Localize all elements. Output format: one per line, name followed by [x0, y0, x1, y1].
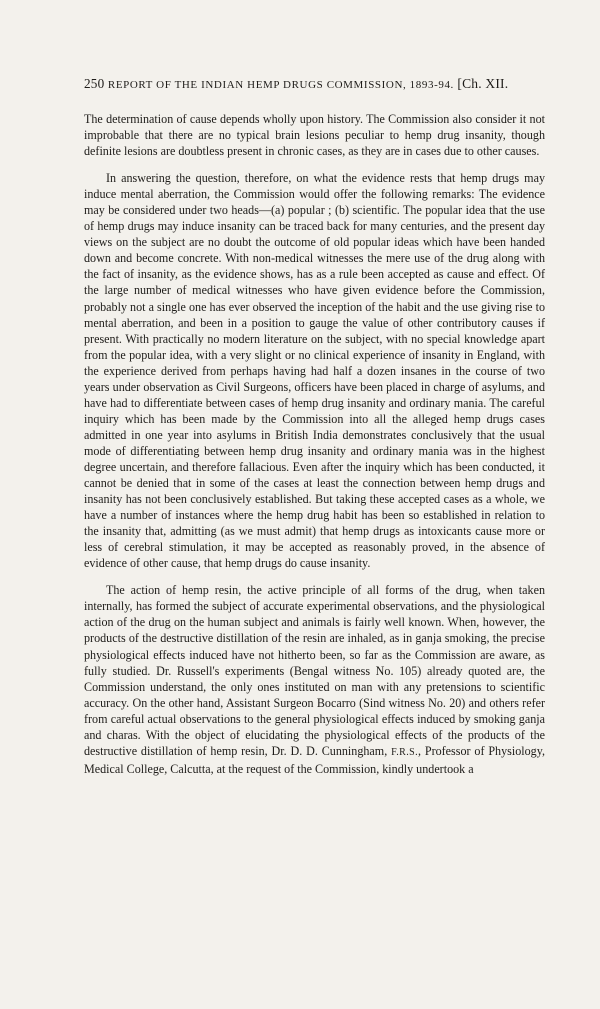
paragraph-3-text-a: The action of hemp resin, the active principle of all forms of the drug, when taken internally, has formed the subject of accurate experimental observations, and the physiological action of the drug on the human subject and animals is fairly well known. When, however, the products of the destructive distillation of the resin are inhaled, as in ganja smoking, the precise physiological effects induced have not hitherto been, so far as the Commission are aware, as fully studied. Dr. Russell's experiments (Bengal witness No. 105) already quoted are, the Commission understand, the only ones instituted on man with any pretensions to scientific accuracy. On the other hand, Assistant Surgeon Bocarro (Sind witness No. 20) and others refer from careful actual observations to the general physiological effects induced by smoking ganja and charas. With the object of elucidating the physiological effects of the products of the destructive distillation of hemp resin, Dr. D. D. Cunningham,: [84, 583, 545, 758]
page-number: 250: [84, 76, 105, 91]
paragraph-1: The determination of cause depends wholly upon history. The Commission also consider it not improbable that there are no typical brain lesions peculiar to hemp drug insanity, though definite lesions are doubtless present in chronic cases, as they are in cases due to other causes.: [84, 112, 545, 159]
paragraph-2: In answering the question, therefore, on what the evidence rests that hemp drugs may induce mental aberration, the Commission would offer the following remarks: The evidence may be considered under two heads—(a) popular ; (b) scientific. The popular idea that the use of hemp drugs may induce insanity can be traced back for many centuries, and the present day views on the subject are no doubt the outcome of old popular ideas which have been handed down and become concrete. With non-medical witnesses the mere use of the drug along with the fact of insanity, as the evidence shows, has as a rule been accepted as cause and effect. Of the large number of medical witnesses who have given evidence before the Commission, probably not a single one has ever observed the inception of the habit and the use giving rise to mental aberration, and been in a position to gauge the value of other contributory causes if present. With practically no modern literature on the subject, with no special knowledge apart from the popular idea, with a very slight or no clinical experience of insanity in England, with the experience derived from perhaps having had half a dozen insanes in the course of two years under observation as Civil Surgeons, officers have been placed in charge of asylums, and have had to differentiate between cases of hemp drug insanity and ordinary mania. The careful inquiry which has been made by the Commission into all the alleged hemp drugs cases admitted in one year into asylums in British India demonstrates conclusively that the usual mode of differentiating between hemp drug insanity and ordinary mania was in the highest degree uncertain, and therefore fallacious. Even after the inquiry which has been conducted, it cannot be denied that in some of the cases at least the connection between hemp drugs and insanity has not been conclusively established. But taking these accepted cases as a whole, we have a number of instances where the hemp drug habit has been so established in relation to the insanity that, admitting (as we must admit) that hemp drugs as intoxicants cause more or less of cerebral stimulation, it may be accepted as reasonably proved, in the absence of evidence of other cause, that hemp drugs do cause insanity.: [84, 171, 545, 571]
running-head: [84, 76, 544, 92]
running-title: REPORT OF THE INDIAN HEMP DRUGS COMMISSION, 1893-94.: [107, 79, 454, 91]
frs-abbreviation: F.R.S.: [391, 746, 418, 758]
paragraph-3-text-b: , Professor of Physiology, Medical College, Calcutta, at the request of the Commission, kindly undertook a: [84, 743, 545, 776]
chapter-label: [Ch. XII.: [457, 76, 509, 91]
body-text: [84, 111, 545, 777]
paragraph-3: [84, 582, 545, 777]
